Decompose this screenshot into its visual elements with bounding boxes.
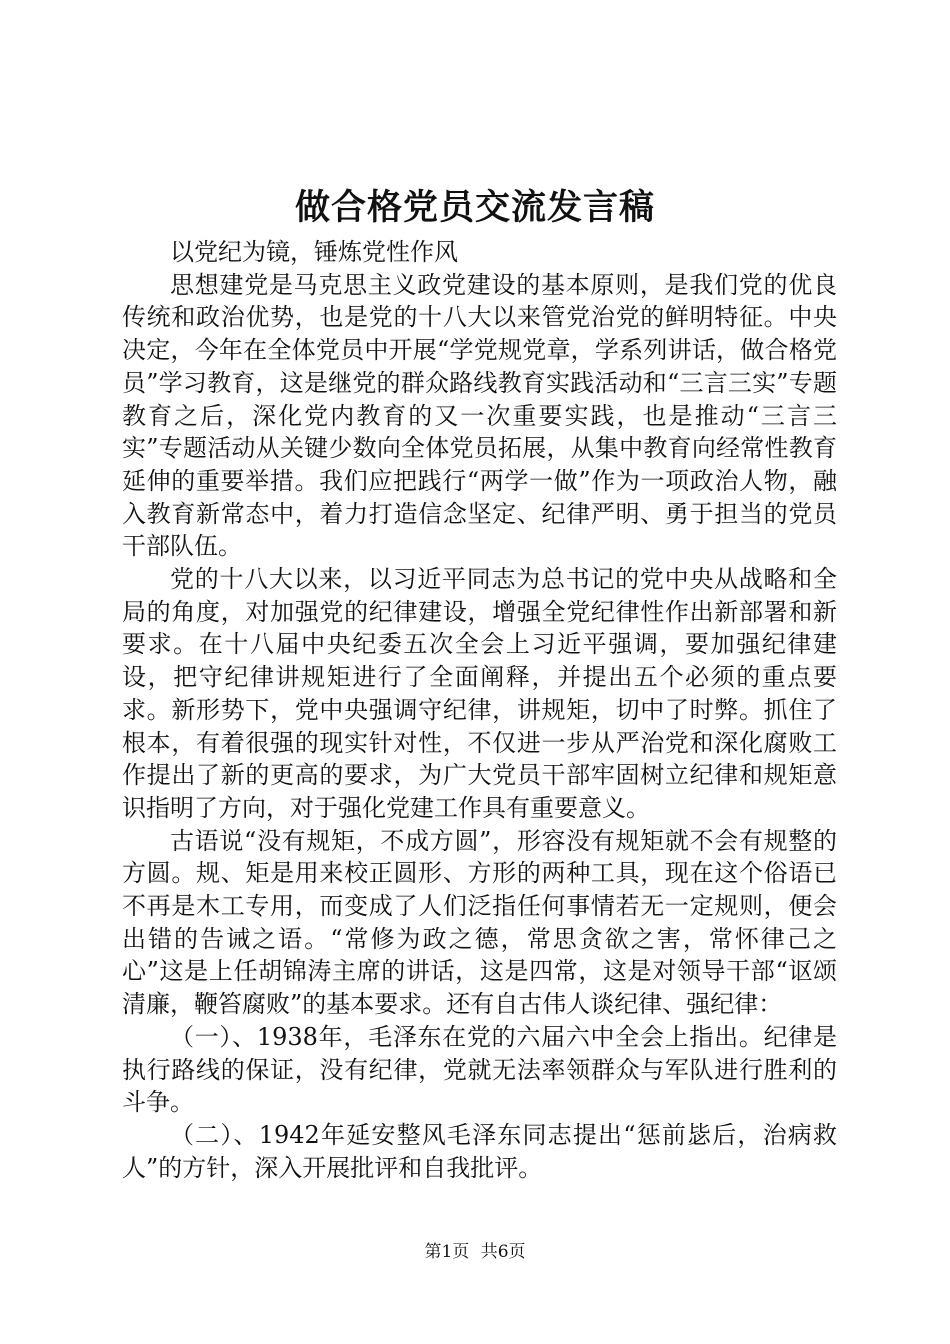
list-paragraph: （一）、1938年，毛泽东在党的六届六中全会上指出。纪律是执行路线的保证，没有纪律，党就无法率领群众与军队进行胜利的斗争。 — [122, 1022, 837, 1117]
body-paragraph: 党的十八大以来，以习近平同志为总书记的党中央从战略和全局的角度，对加强党的纪律建设，增强全党纪律性作出新部署和新要求。在十八届中央纪委五次全会上习近平强调，要加强纪律建设，把守纪律讲规矩进行了全面阐释，并提出五个必须的重点要求。新形势下，党中央强调守纪律，讲规矩，切中了时弊。抓住了根本，有着很强的现实针对性，不仅进一步从严治党和深化腐败工作提出了新的更高的要求，为广大党员干部牢固树立纪律和规矩意识指明了方向，对于强化党建工作具有重要意义。 — [122, 565, 837, 822]
page-total: 共6页 — [480, 1242, 526, 1262]
page-number: 第1页 — [424, 1242, 470, 1262]
document-body — [122, 236, 837, 1184]
body-paragraph: 思想建党是马克思主义政党建设的基本原则，是我们党的优良传统和政治优势，也是党的十八大以来管党治党的鲜明特征。中央决定，今年在全体党员中开展“学党规党章，学系列讲话，做合格党员”学习教育，这是继党的群众路线教育实践活动和“三言三实”专题教育之后，深化党内教育的又一次重要实践，也是推动“三言三实”专题活动从关键少数向全体党员拓展，从集中教育向经常性教育延伸的重要举措。我们应把践行“两学一做”作为一项政治人物，融入教育新常态中，着力打造信念坚定、纪律严明、勇于担当的党员干部队伍。 — [122, 270, 837, 561]
list-paragraph: （二）、1942年延安整风毛泽东同志提出“惩前毖后，治病救人”的方针，深入开展批评和自我批评。 — [122, 1120, 837, 1182]
subtitle-paragraph: 以党纪为镜，锤炼党性作风 — [170, 238, 458, 266]
page-footer — [0, 1240, 950, 1264]
body-paragraph: 古语说“没有规矩，不成方圆”，形容没有规矩就不会有规整的方圆。规、矩是用来校正圆形、方形的两种工具，现在这个俗语已不再是木工专用，而变成了人们泛指任何事情若无一定规则，便会出错的告诫之语。“常修为政之德，常思贪欲之害，常怀律己之心”这是上任胡锦涛主席的讲话，这是四常，这是对领导干部“讴颂清廉，鞭笞腐败”的基本要求。还有自古伟人谈纪律、强纪律： — [122, 826, 837, 1019]
document-title: 做合格党员交流发言稿 — [294, 187, 655, 228]
